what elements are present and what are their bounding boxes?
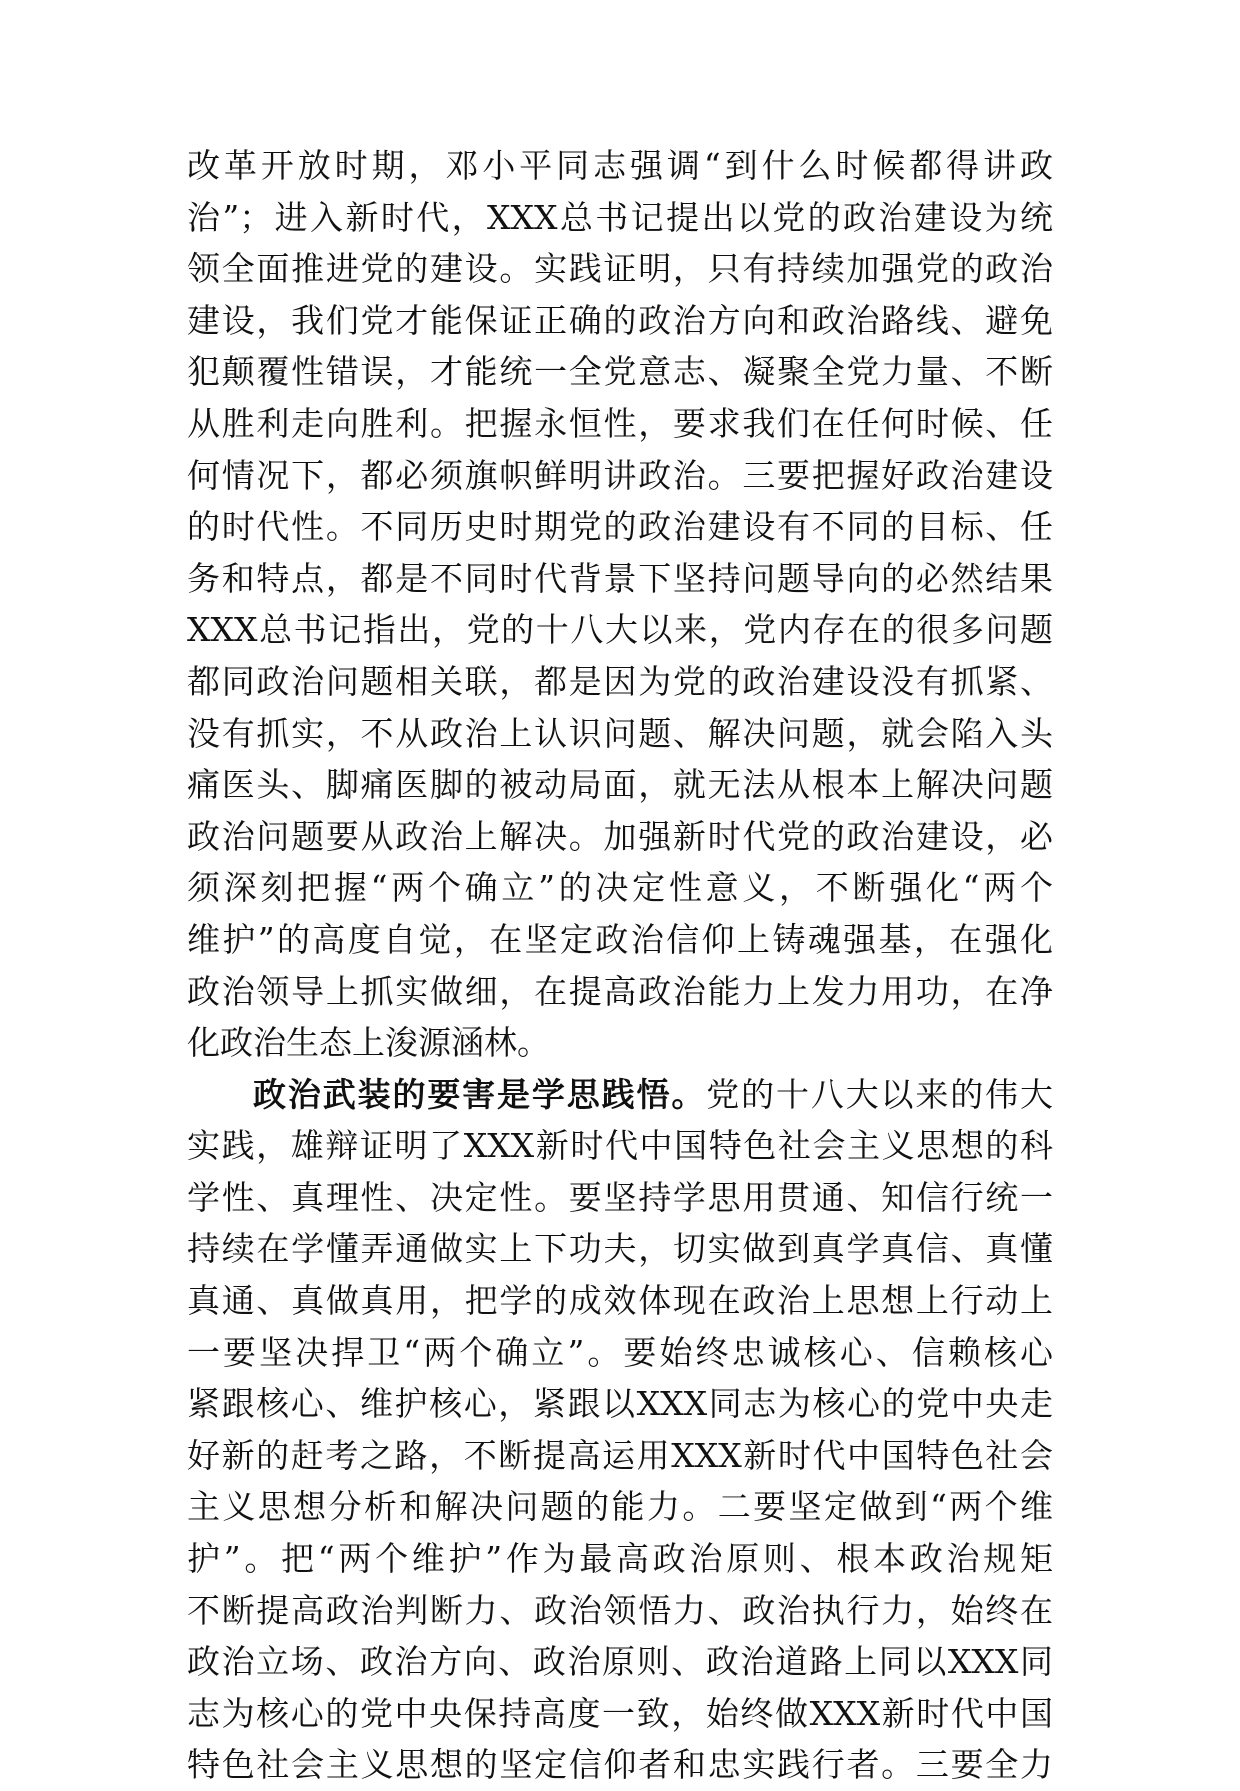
text-line: 犯颠覆性错误，才能统一全党意志、凝聚全党力量、不断 bbox=[187, 352, 1053, 392]
text-line: 学性、真理性、决定性。要坚持学思用贯通、知信行统一 bbox=[187, 1177, 1053, 1217]
paragraph-political-building bbox=[187, 140, 1053, 1069]
text-line: 改革开放时期，邓小平同志强调“到什么时候都得讲政 bbox=[187, 146, 1053, 185]
text-line: 维护”的高度自觉，在坚定政治信仰上铸魂强基，在强化 bbox=[187, 919, 1053, 959]
text-line: 主义思想分析和解决问题的能力。二要坚定做到“两个维 bbox=[187, 1487, 1053, 1527]
text-line: 一要坚决捍卫“两个确立”。要始终忠诚核心、信赖核心 bbox=[187, 1332, 1053, 1372]
text-line: 好新的赶考之路，不断提高运用XXX新时代中国特色社会 bbox=[187, 1435, 1053, 1475]
paragraph-first-line bbox=[187, 1069, 1053, 1121]
paragraph-heading: 政治武装的要害是学思践悟。 bbox=[253, 1074, 707, 1114]
text-line: 务和特点，都是不同时代背景下坚持问题导向的必然结果 bbox=[187, 558, 1053, 598]
text-line: 须深刻把握“两个确立”的决定性意义，不断强化“两个 bbox=[187, 868, 1053, 908]
text-line: 真通、真做真用，把学的成效体现在政治上思想上行动上 bbox=[187, 1281, 1053, 1321]
text-line: 不断提高政治判断力、政治领悟力、政治执行力，始终在 bbox=[187, 1590, 1053, 1630]
text-line: 何情况下，都必须旗帜鲜明讲政治。三要把握好政治建设 bbox=[187, 455, 1053, 495]
text-line: 护”。把“两个维护”作为最高政治原则、根本政治规矩 bbox=[187, 1539, 1053, 1579]
text-line: 紧跟核心、维护核心，紧跟以XXX同志为核心的党中央走 bbox=[187, 1384, 1053, 1424]
paragraph-heading-rest: 党的十八大以来的伟大 bbox=[706, 1074, 1054, 1114]
text-line: 持续在学懂弄通做实上下功夫，切实做到真学真信、真懂 bbox=[187, 1229, 1053, 1269]
text-line: 痛医头、脚痛医脚的被动局面，就无法从根本上解决问题 bbox=[187, 765, 1053, 805]
text-line: XXX总书记指出，党的十八大以来，党内存在的很多问题 bbox=[187, 610, 1053, 650]
text-line: 政治领导上抓实做细，在提高政治能力上发力用功，在净 bbox=[187, 971, 1053, 1011]
text-line: 治”；进入新时代，XXX总书记提出以党的政治建设为统 bbox=[187, 197, 1053, 237]
text-line: 政治问题要从政治上解决。加强新时代党的政治建设，必 bbox=[187, 816, 1053, 856]
text-line: 没有抓实，不从政治上认识问题、解决问题，就会陷入头 bbox=[187, 713, 1053, 753]
text-line: 的时代性。不同历史时期党的政治建设有不同的目标、任 bbox=[187, 507, 1053, 547]
text-line: 都同政治问题相关联，都是因为党的政治建设没有抓紧、 bbox=[187, 661, 1053, 701]
paragraph-political-armament bbox=[187, 1069, 1053, 1791]
text-line: 志为核心的党中央保持高度一致，始终做XXX新时代中国 bbox=[187, 1693, 1053, 1733]
text-line: 从胜利走向胜利。把握永恒性，要求我们在任何时候、任 bbox=[187, 403, 1053, 443]
text-line: 实践，雄辩证明了XXX新时代中国特色社会主义思想的科 bbox=[187, 1126, 1053, 1166]
text-line: 化政治生态上浚源涵林。 bbox=[187, 1023, 550, 1063]
text-line: 建设，我们党才能保证正确的政治方向和政治路线、避免 bbox=[187, 300, 1053, 340]
text-line: 特色社会主义思想的坚定信仰者和忠实践行者。三要全力 bbox=[187, 1745, 1053, 1785]
text-line: 领全面推进党的建设。实践证明，只有持续加强党的政治 bbox=[187, 249, 1053, 289]
text-line: 政治立场、政治方向、政治原则、政治道路上同以XXX同 bbox=[187, 1642, 1053, 1682]
document-body bbox=[187, 140, 1053, 1791]
